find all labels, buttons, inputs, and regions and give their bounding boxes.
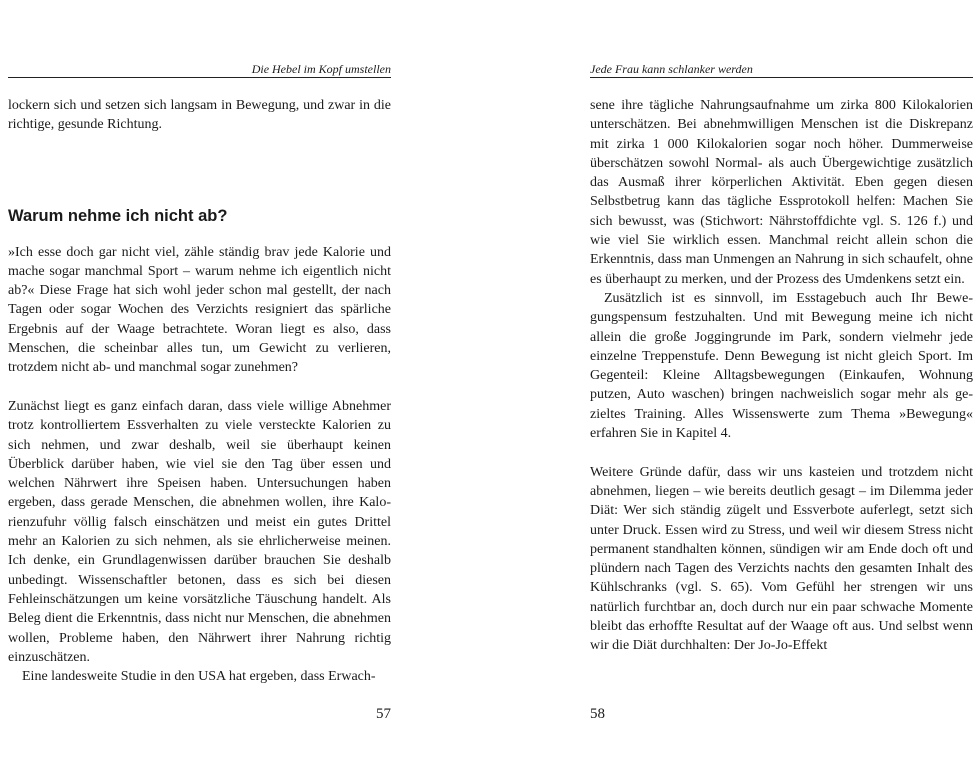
right-page-body	[590, 96, 973, 656]
right-page	[590, 0, 973, 783]
running-head-right: Jede Frau kann schlanker werden	[590, 62, 753, 76]
left-page	[8, 0, 391, 783]
running-head-left: Die Hebel im Kopf umstellen	[251, 62, 391, 76]
paragraph: lockern sich und setzen sich langsam in Bewegung, und zwar in die richtige, gesunde Richtung.	[8, 98, 391, 133]
page-number-right: 58	[590, 706, 605, 722]
paragraph: Eine landesweite Studie in den USA hat ergeben, dass Erwach-	[22, 669, 376, 685]
paragraph: Zusätzlich ist es sinnvoll, im Esstagebuch auch Ihr Bewegungspensum festzuhalten. Und mit Bewegung meine ich nicht allein die große Joggingrunde im Park, sondern vielmehr jede einzelne Treppenstufe. Denn Bewegung ist nicht gleich Sport. Im Gegenteil: Kleine Alltagsbewegungen (Einkaufen, Wohnung putzen, Auto waschen) bringen nachweislich sogar mehr als gezieltes Training. Alles Wissenswerte zum Thema »Bewegung« erfahren Sie in Kapitel 4.	[590, 290, 973, 442]
paragraph: Zunächst liegt es ganz einfach daran, dass viele willige Abnehmer trotz kontrolliertem Essverhalten zu viele versteckte Kalorien zu sich nehmen, und zwar deshalb, weil sie überhaupt keinen Überblick darüber haben, wie viel sie den Tag über essen und welchen Nährwert ihre Speisen haben. Untersuchungen haben ergeben, dass gerade Menschen, die abnehmen wollen, ihre Kalorienzufuhr völlig falsch einschätzen und meist ein gutes Drittel mehr an Kalorien zu sich nehmen, als sie ehrlicherweise meinen. Ich denke, ein Grundlagenwissen darüber brauchen Sie deshalb unbedingt. Wissenschaftler betonen, dass es sich bei diesen Fehleinschätzungen um keine vorsätzliche Täuschung handelt. Als Beleg dient die Erkenntnis, dass nicht nur Menschen, die abnehmen wollen, Probleme haben, den Nährwert ihrer Nahrung richtig einzuschätzen.	[8, 398, 391, 665]
paragraph: Weitere Gründe dafür, dass wir uns kasteien und trotzdem nicht abnehmen, liegen – wie bereits deutlich gesagt – im Dilemma jeder Diät: Wer sich ständig zügelt und Essverbote auferlegt, setzt sich unter Druck. Essen wird zu Stress, und weil wir diesem Stress nicht permanent standhalten können, sündigen wir am Ende doch oft und plündern nach Tagen des Verzichts nachts den gesamten Inhalt des Kühlschranks (vgl. S. 65). Vom Gefühl her strengen wir uns natürlich furchtbar an, doch durch nur ein paar schwache Momente bleibt das erhoffte Resultat auf der Waage oft aus. Und selbst wenn wir die Diät durchhalten: Der Jo-Jo-Effekt	[590, 464, 973, 654]
header-rule-right	[590, 77, 973, 78]
paragraph: »Ich esse doch gar nicht viel, zähle ständig brav jede Kalorie und mache sogar manchmal Sport – warum nehme ich eigentlich nicht ab?« Diese Frage hat sich wohl jeder schon mal gestellt, der nach Tagen oder sogar Wochen des Verzichts resigniert das spärliche Ergebnis auf der Waage betrachtete. Woran liegt es also, dass Menschen, die scheinbar alles tun, um Gewicht zu verlieren, trotzdem nicht ab- und manchmal sogar zunehmen?	[8, 244, 391, 376]
header-rule-left	[8, 77, 391, 78]
left-page-body	[8, 96, 391, 686]
page-number-left: 57	[376, 706, 391, 722]
paragraph: sene ihre tägliche Nahrungsaufnahme um zirka 800 Kilokalorien unterschätzen. Bei abnehmwilligen Menschen ist die Diskrepanz mit zirka 1 000 Kilokalorien sogar noch höher. Dummerweise überschätzen sowohl Normal- als auch Übergewichtige zusätzlich das Ausmaß ihrer körperlichen Aktivität. Eben gegen diesen Selbstbetrug kann das tägliche Essprotokoll helfen: Machen Sie sich bewusst, was (Stichwort: Nährstoffdichte vgl. S. 126 f.) und wie viel Sie wirklich essen. Manchmal reicht allein schon die Erkenntnis, dass man Unmengen an Nahrung in sich schaufelt, ohne es überhaupt zu merken, und der Prozess des Umdenkens setzt ein.	[590, 98, 973, 287]
section-heading: Warum nehme ich nicht ab?	[8, 206, 228, 225]
